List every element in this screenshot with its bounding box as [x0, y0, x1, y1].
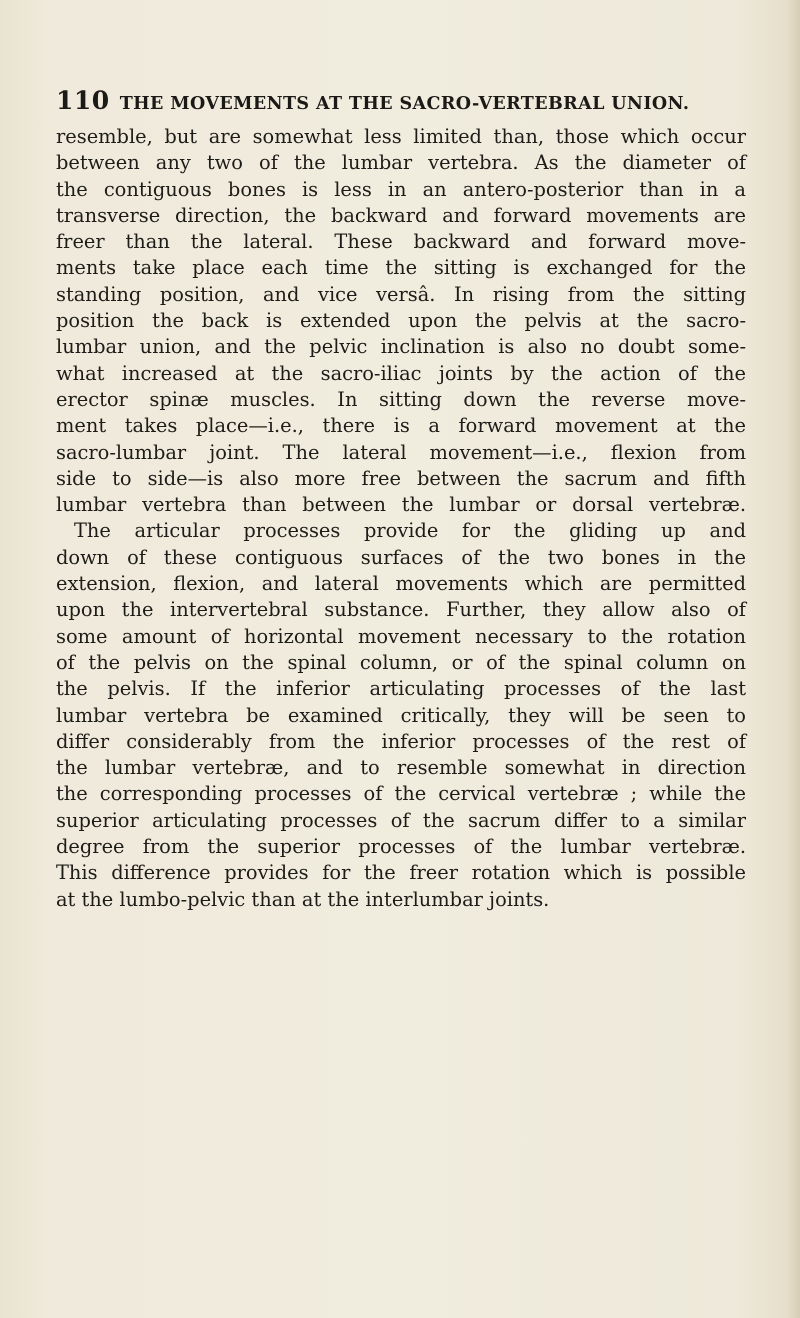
text-line: down of these contiguous surfaces of the two bones in the — [56, 545, 746, 569]
text-line: side to side—is also more free between the sacrum and fifth — [56, 466, 746, 490]
text-line: The articular processes provide for the gliding up and — [74, 519, 746, 543]
text-line: lumbar vertebra be examined critically, they will be seen to — [56, 703, 746, 727]
running-title: THE MOVEMENTS AT THE SACRO-VERTEBRAL UNION. — [119, 94, 690, 114]
text-line: differ considerably from the inferior processes of the rest of — [56, 729, 746, 753]
text-line: This difference provides for the freer rotation which is possible — [56, 861, 746, 885]
text-line: transverse direction, the backward and forward movements are — [56, 203, 746, 227]
text-line: some amount of horizontal movement necessary to the rotation — [56, 624, 746, 648]
text-line: superior articulating processes of the sacrum differ to a similar — [56, 808, 746, 832]
text-line: erector spinæ muscles. In sitting down the reverse move- — [56, 387, 746, 411]
page-header — [56, 86, 736, 115]
text-line: at the lumbo-pelvic than at the interlumbar joints. — [56, 887, 550, 911]
text-line: the pelvis. If the inferior articulating processes of the last — [56, 677, 746, 701]
text-line: sacro-lumbar joint. The lateral movement—i.e., flexion from — [56, 440, 746, 464]
page-number: 110 — [56, 86, 110, 115]
text-line: the corresponding processes of the cervical vertebræ ; while the — [56, 782, 746, 806]
text-line: upon the intervertebral substance. Further, they allow also of — [56, 598, 746, 622]
text-line: lumbar vertebra than between the lumbar or dorsal vertebræ. — [56, 493, 746, 517]
text-line: lumbar union, and the pelvic inclination is also no doubt some- — [56, 335, 746, 359]
text-line: what increased at the sacro-iliac joints by the action of the — [56, 361, 746, 385]
text-line: ments take place each time the sitting is exchanged for the — [56, 256, 746, 280]
page-edge-shadow — [786, 0, 800, 1318]
text-line: extension, flexion, and lateral movements which are permitted — [56, 572, 746, 596]
text-line: degree from the superior processes of the lumbar vertebræ. — [56, 835, 746, 859]
text-line: ment takes place—i.e., there is a forward movement at the — [56, 414, 746, 438]
body-text — [56, 124, 746, 913]
text-line: standing position, and vice versâ. In rising from the sitting — [56, 282, 746, 306]
text-line: position the back is extended upon the pelvis at the sacro- — [56, 309, 746, 333]
text-line: between any two of the lumbar vertebra. As the diameter of — [56, 151, 746, 175]
text-line: freer than the lateral. These backward and forward move- — [56, 230, 746, 254]
text-line: of the pelvis on the spinal column, or of the spinal column on — [56, 650, 746, 674]
text-line: the contiguous bones is less in an antero-posterior than in a — [56, 177, 746, 201]
text-line: resemble, but are somewhat less limited than, those which occur — [56, 125, 746, 148]
text-line: the lumbar vertebræ, and to resemble somewhat in direction — [56, 756, 746, 780]
